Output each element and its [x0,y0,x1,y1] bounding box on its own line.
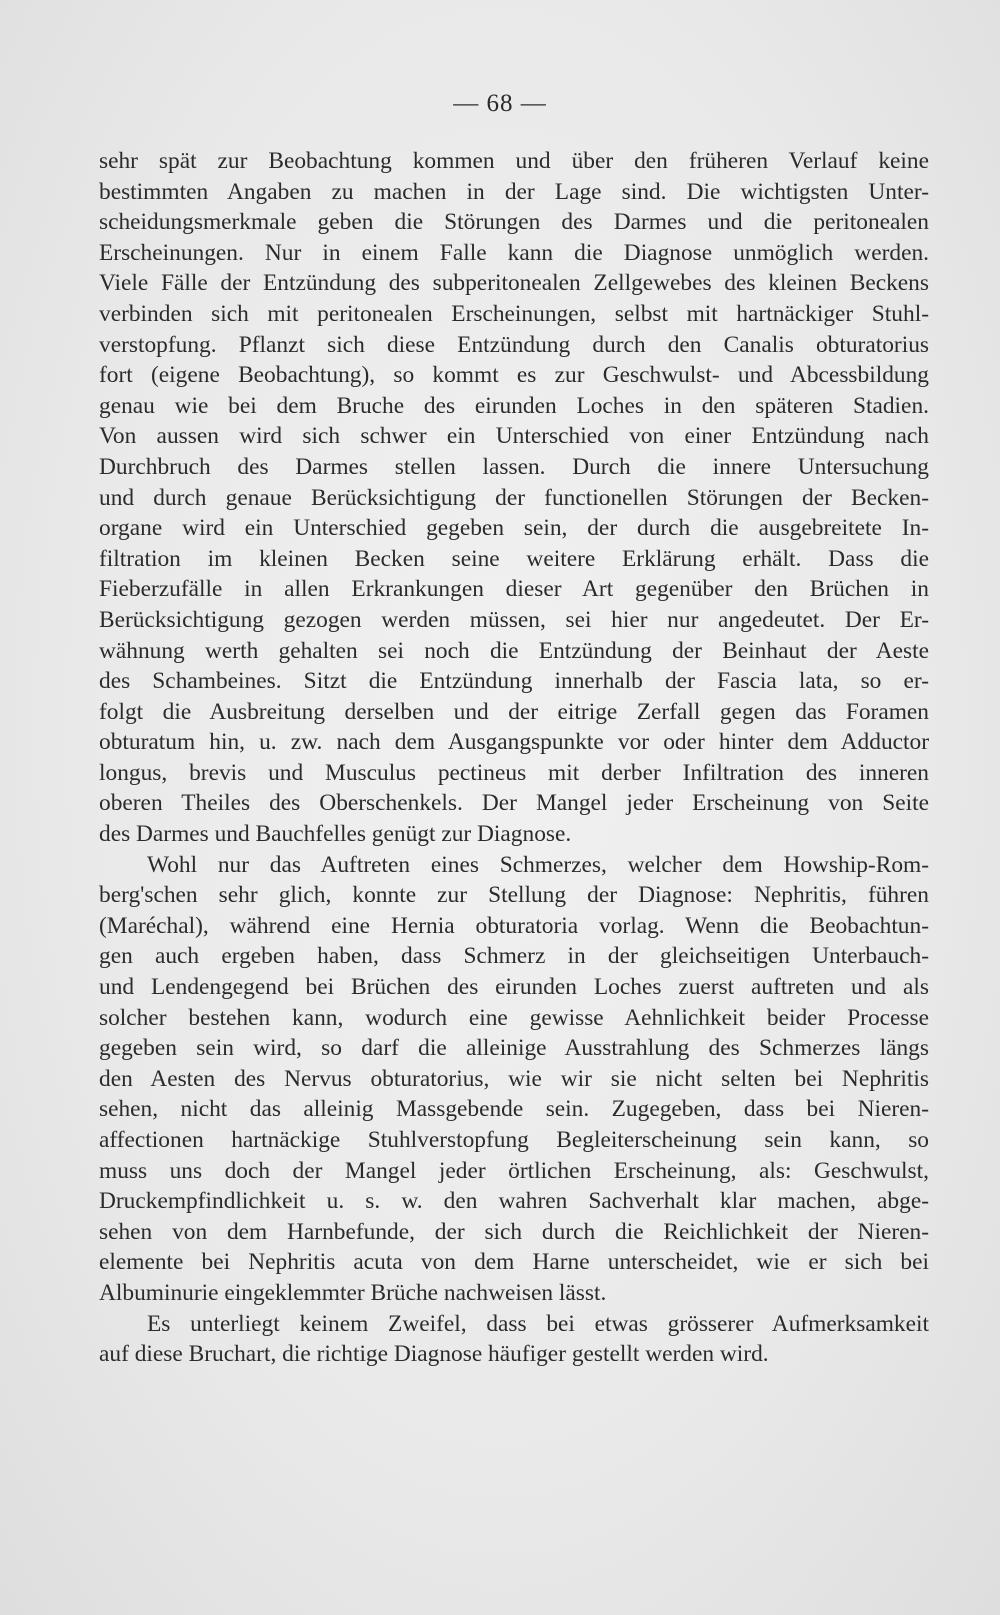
text-line: Berücksichtigung gezogen werden müssen, sei hier nur angedeutet. Der Er- [99,606,929,633]
text-line: auf diese Bruchart, die richtige Diagnose häufiger gestellt werden wird. [99,1341,769,1368]
text-line: und Lendengegend bei Brüchen des eirunden Loches zuerst auftreten und als [99,974,929,1001]
text-line: berg'schen sehr glich, konnte zur Stellung der Diagnose: Nephritis, führen [99,882,929,909]
text-line: genau wie bei dem Bruche des eirunden Loches in den späteren Stadien. [99,392,929,419]
text-line: sehr spät zur Beobachtung kommen und über den früheren Verlauf keine [99,148,929,174]
text-line: wähnung werth gehalten sei noch die Entzündung der Beinhaut der Aeste [99,637,929,664]
text-line: Erscheinungen. Nur in einem Falle kann die Diagnose unmöglich werden. [99,239,929,266]
text-line: Viele Fälle der Entzündung des subperitonealen Zellgewebes des kleinen Beckens [99,270,929,297]
text-line: des Schambeines. Sitzt die Entzündung innerhalb der Fascia lata, so er- [99,668,929,695]
paragraph [99,850,929,1309]
text-line: gegeben sein wird, so darf die alleinige Ausstrahlung des Schmerzes längs [99,1035,929,1062]
text-line: obturatum hin, u. zw. nach dem Ausgangspunkte vor oder hinter dem Adductor [99,729,929,756]
text-line: Durchbruch des Darmes stellen lassen. Durch die innere Untersuchung [99,453,929,480]
text-line: Es unterliegt keinem Zweifel, dass bei etwas grösserer Aufmerksamkeit [147,1310,929,1337]
page-number: — 68 — [453,90,547,117]
text-line: sehen von dem Harnbefunde, der sich durch die Reichlichkeit der Nieren- [99,1218,929,1245]
text-line: verbinden sich mit peritonealen Erscheinungen, selbst mit hartnäckiger Stuhl- [99,300,929,327]
text-line: folgt die Ausbreitung derselben und der eitrige Zerfall gegen das Foramen [99,698,929,725]
text-line: Druckempfindlichkeit u. s. w. den wahren Sachverhalt klar machen, abge- [99,1188,929,1215]
paragraph [99,146,929,850]
text-line: Fieberzufälle in allen Erkrankungen dieser Art gegenüber den Brüchen in [99,576,929,603]
text-line: des Darmes und Bauchfelles genügt zur Diagnose. [99,821,572,848]
text-line: und durch genaue Berücksichtigung der functionellen Störungen der Becken- [99,484,929,511]
text-line: affectionen hartnäckige Stuhlverstopfung Begleiterscheinung sein kann, so [99,1127,929,1153]
text-line: oberen Theiles des Oberschenkels. Der Mangel jeder Erscheinung von Seite [99,790,929,817]
text-line: sehen, nicht das alleinig Massgebende sein. Zugegeben, dass bei Nieren- [99,1096,929,1123]
text-line: muss uns doch der Mangel jeder örtlichen Erscheinung, als: Geschwulst, [99,1157,929,1184]
text-line: scheidungsmerkmale geben die Störungen des Darmes und die peritonealen [99,209,929,236]
text-line: fort (eigene Beobachtung), so kommt es zur Geschwulst- und Abcessbildung [99,362,929,389]
text-line: Wohl nur das Auftreten eines Schmerzes, welcher dem Howship-Rom- [147,851,929,878]
text-line: Von aussen wird sich schwer ein Unterschied von einer Entzündung nach [99,423,929,450]
text-line: verstopfung. Pflanzt sich diese Entzündung durch den Canalis obturatorius [99,331,929,358]
text-line: solcher bestehen kann, wodurch eine gewisse Aehnlichkeit beider Processe [99,1004,929,1031]
text-line: organe wird ein Unterschied gegeben sein, der durch die ausgebreitete In- [99,515,929,542]
text-line: gen auch ergeben haben, dass Schmerz in der gleichseitigen Unterbauch- [99,943,929,970]
body-text [99,146,929,1370]
text-line: filtration im kleinen Becken seine weitere Erklärung erhält. Dass die [99,545,929,572]
paragraph [99,1309,929,1370]
text-line: Albuminurie eingeklemmter Brüche nachweisen lässt. [99,1279,607,1306]
text-line: den Aesten des Nervus obturatorius, wie wir sie nicht selten bei Nephritis [99,1065,929,1092]
text-line: elemente bei Nephritis acuta von dem Harne unterscheidet, wie er sich bei [99,1249,929,1276]
text-line: longus, brevis und Musculus pectineus mit derber Infiltration des inneren [99,759,929,786]
text-line: (Maréchal), während eine Hernia obturatoria vorlag. Wenn die Beobachtun- [99,912,929,939]
text-line: bestimmten Angaben zu machen in der Lage sind. Die wichtigsten Unter- [99,178,929,205]
